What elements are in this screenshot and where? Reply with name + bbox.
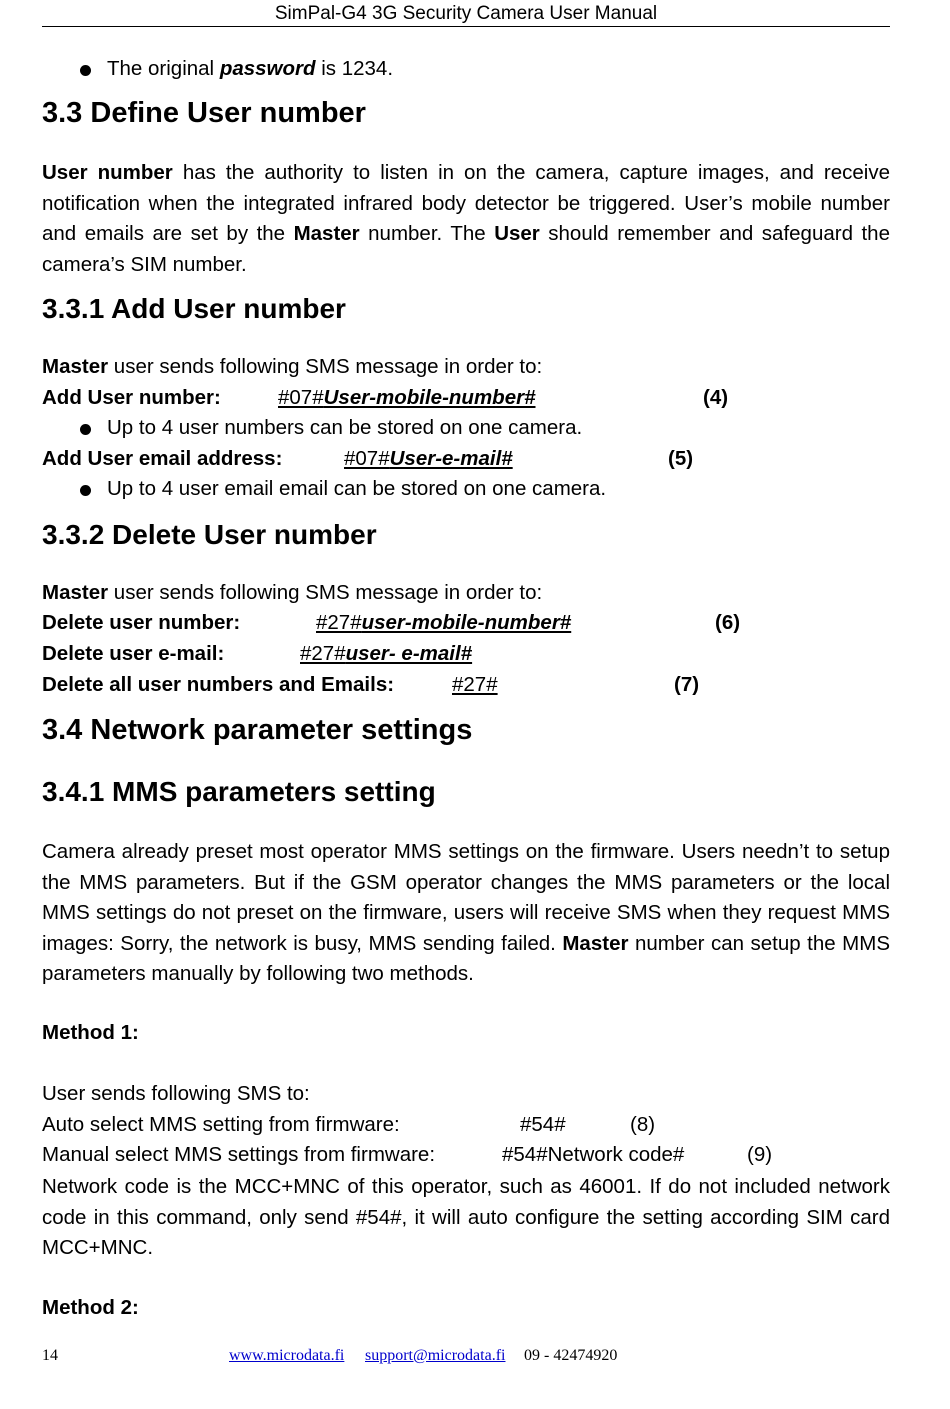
header-title: SimPal-G4 3G Security Camera User Manual	[274, 3, 658, 24]
method-1-intro: User sends following SMS to:	[42, 1082, 310, 1105]
add-intro	[42, 355, 542, 379]
para-bold-user-number: User number	[42, 161, 173, 184]
add-email-command: #07#User-e-mail#	[344, 447, 513, 470]
para-text: has the authority to listen in on the camera, capture images, and receive notification when the integrated infrared body detector be triggered. User’s mobile number and emails are set by the	[42, 161, 890, 245]
para-bold-user: User	[494, 222, 540, 245]
footer-website-link[interactable]	[229, 1347, 344, 1365]
heading-3-4: 3.4 Network parameter settings	[42, 714, 473, 746]
delete-all-label: Delete all user numbers and Emails:	[42, 673, 395, 696]
paragraph-mms: Camera already preset most operator MMS settings on the firmware. Users needn’t to setup the MMS parameters. But if the GSM operator changes the MMS parameters or the local MMS settings do not preset on the firmware, users will receive SMS when they request MMS images: Sorry, the network is busy, MMS sending failed. Master number can setup the MMS parameters manually by following two methods.	[42, 840, 890, 985]
password-note-suffix: is 1234.	[315, 57, 394, 80]
para-text: number. The	[359, 222, 495, 245]
heading-3-3-1: 3.3.1 Add User number	[42, 293, 346, 324]
intro-bold: Master	[42, 355, 109, 378]
delete-intro: Master user sends following SMS message in order to:	[42, 581, 543, 604]
paragraph-network-code: Network code is the MCC+MNC of this operator, such as 46001. If do not included network code in this command, only send #54#, it will auto configure the setting according SIM card MCC+MNC.	[42, 1175, 890, 1259]
delete-email-command: #27#user- e-mail#	[300, 642, 473, 665]
heading-3-4-1: 3.4.1 MMS parameters setting	[42, 776, 436, 807]
auto-select-label: Auto select MMS setting from firmware:	[42, 1113, 400, 1136]
ref-8: (8)	[630, 1113, 656, 1136]
add-number-label: Add User number:	[42, 386, 221, 409]
bullet-user-numbers: Up to 4 user numbers can be stored on one camera.	[107, 416, 583, 439]
ref-6: (6)	[715, 611, 741, 634]
bullet-icon	[80, 424, 91, 435]
password-note-prefix: The original	[107, 57, 220, 80]
para-bold-master: Master	[293, 222, 360, 245]
method-1-title: Method 1:	[42, 1021, 139, 1044]
heading-3-3: 3.3 Define User number	[42, 97, 366, 129]
ref-5: (5)	[668, 447, 694, 470]
password-note-bold: password	[219, 57, 316, 80]
bullet-icon	[80, 485, 91, 496]
intro-text: user sends following SMS message in order to:	[108, 355, 543, 378]
auto-select-command: #54#	[520, 1113, 566, 1136]
footer-phone: 09 - 42474920	[524, 1347, 618, 1364]
manual-select-label: Manual select MMS settings from firmware:	[42, 1143, 436, 1166]
ref-7: (7)	[674, 673, 700, 696]
delete-number-command: #27#user-mobile-number#	[316, 611, 572, 634]
ref-4: (4)	[703, 386, 729, 409]
password-note	[107, 57, 393, 81]
manual-select-command: #54#Network code#	[502, 1143, 685, 1166]
heading-3-3-2: 3.3.2 Delete User number	[42, 519, 377, 550]
paragraph-user-number	[42, 158, 890, 280]
delete-number-label: Delete user number:	[42, 611, 241, 634]
para-text: should remember and safeguard the camera’s SIM number.	[42, 222, 890, 276]
email-link[interactable]: support@microdata.fi	[365, 1347, 506, 1364]
ref-9: (9)	[747, 1143, 773, 1166]
website-link[interactable]: www.microdata.fi	[229, 1347, 345, 1364]
header-divider	[42, 26, 890, 27]
add-email-label: Add User email address:	[42, 447, 283, 470]
bullet-icon	[80, 65, 91, 76]
delete-email-label: Delete user e-mail:	[42, 642, 225, 665]
bullet-user-emails: Up to 4 user email email can be stored on one camera.	[107, 477, 607, 500]
delete-all-command: #27#	[452, 673, 498, 696]
method-2-title: Method 2:	[42, 1296, 139, 1319]
page-number: 14	[42, 1347, 58, 1364]
footer-email-link[interactable]	[365, 1347, 505, 1365]
add-number-command: #07#User-mobile-number#	[278, 386, 536, 409]
